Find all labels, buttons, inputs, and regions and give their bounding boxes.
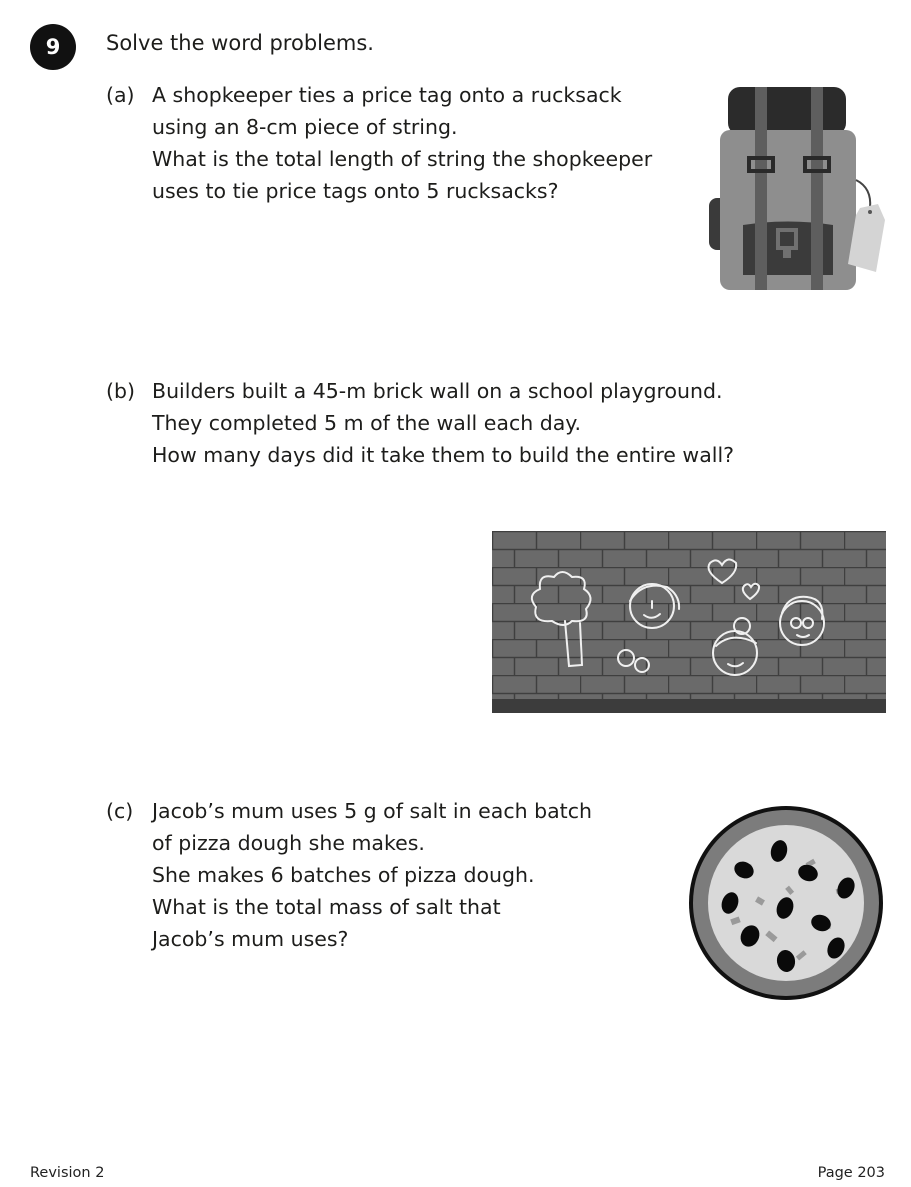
brick-wall-illustration <box>492 531 886 713</box>
problem-line: They completed 5 m of the wall each day. <box>152 411 582 435</box>
footer-section-label: Revision 2 <box>30 1165 105 1181</box>
problem-line: Builders built a 45-m brick wall on a school playground. <box>152 379 723 403</box>
problem-line: A shopkeeper ties a price tag onto a rucksack <box>152 83 622 107</box>
problem-line: Jacob’s mum uses? <box>152 927 349 951</box>
strap-right <box>811 87 823 290</box>
problem-line: She makes 6 batches of pizza dough. <box>152 863 535 887</box>
problem-line: What is the total mass of salt that <box>152 895 501 919</box>
part-label: (c) <box>106 799 134 823</box>
question-number-badge <box>30 24 76 70</box>
wall-bricks <box>492 531 886 699</box>
problem-line: using an 8-cm piece of string. <box>152 115 458 139</box>
tag-string <box>856 180 870 208</box>
part-label: (a) <box>106 83 135 107</box>
question-instruction: Solve the word problems. <box>106 31 374 55</box>
wall-base <box>492 699 886 713</box>
problem-line: uses to tie price tags onto 5 rucksacks? <box>152 179 559 203</box>
footer-page-number: Page 203 <box>817 1165 885 1181</box>
problem-line: How many days did it take them to build the entire wall? <box>152 443 735 467</box>
strap-left <box>755 87 767 290</box>
part-label: (b) <box>106 379 136 403</box>
bedroll <box>728 87 846 135</box>
pizza-illustration <box>686 803 886 1003</box>
question-number: 9 <box>45 35 61 59</box>
problem-line: What is the total length of string the shopkeeper <box>152 147 653 171</box>
problem-line: Jacob’s mum uses 5 g of salt in each batch <box>152 799 592 823</box>
problem-line: of pizza dough she makes. <box>152 831 425 855</box>
rucksack-illustration <box>700 80 890 295</box>
